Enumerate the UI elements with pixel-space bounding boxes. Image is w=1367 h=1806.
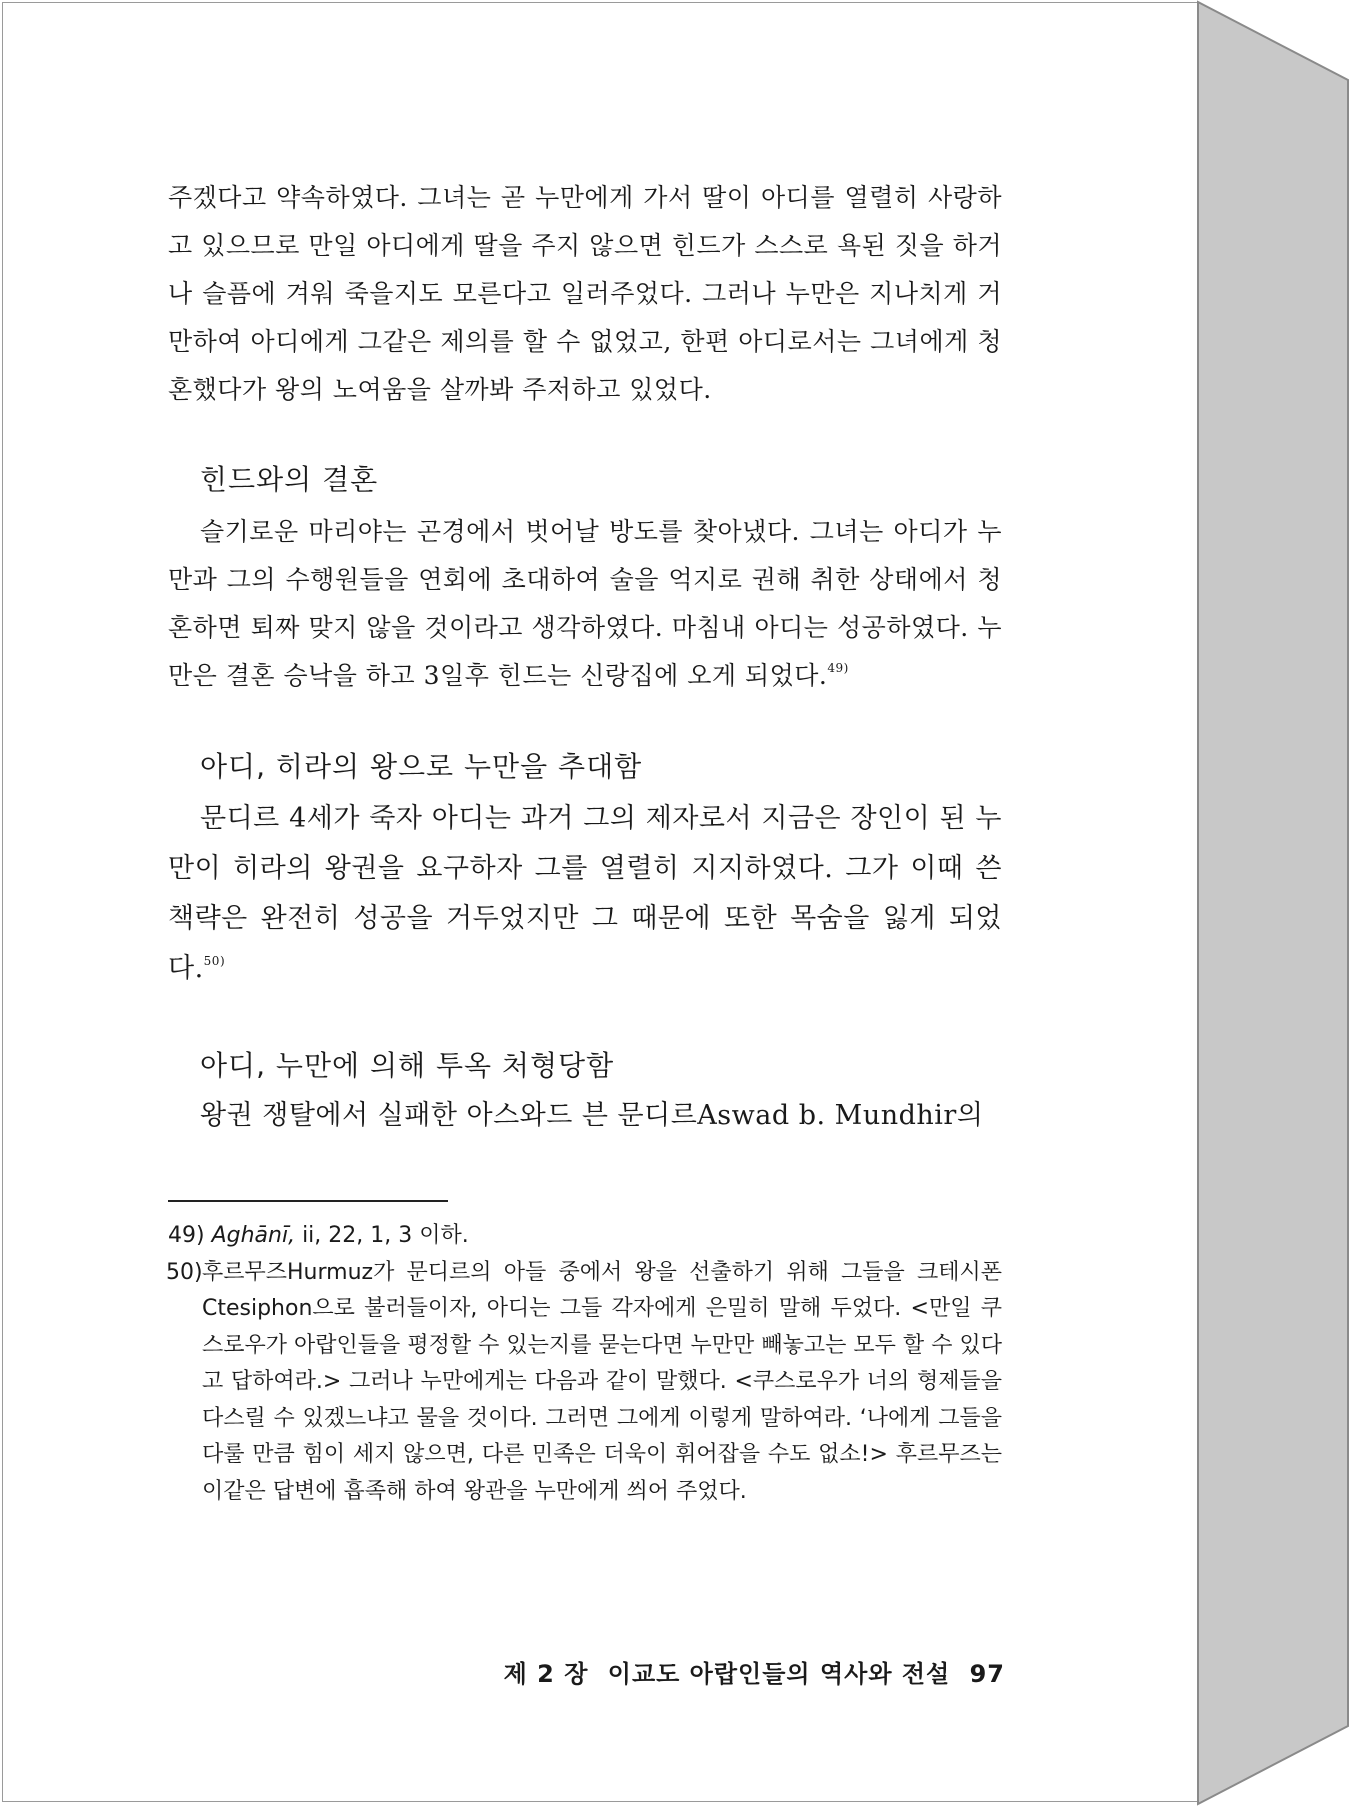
footnote-50-number: 50) bbox=[166, 1259, 203, 1285]
paragraph-4 bbox=[168, 1092, 1002, 1140]
footer-title: 이교도 아랍인들의 역사와 전설 bbox=[607, 1660, 951, 1688]
footnote-50 bbox=[168, 1255, 1002, 1511]
section-heading-marriage: 힌드와의 결혼 bbox=[200, 463, 379, 496]
footnote-ref-49[interactable]: 49) bbox=[827, 661, 849, 675]
paragraph-3-text: 문디르 4세가 죽자 아디는 과거 그의 제자로서 지금은 장인이 된 누만이 히라의 왕권을 요구하자 그를 열렬히 지지하였다. 그가 이때 쓴 책략은 완전히 성공을 거두었지만 그 때문에 또한 목숨을 잃게 되었다. bbox=[168, 803, 1002, 984]
footnotes bbox=[168, 1218, 1002, 1510]
footnote-divider bbox=[168, 1200, 448, 1202]
paragraph-4-text: 왕권 쟁탈에서 실패한 아스와드 븐 문디르Aswad b. Mundhir의 bbox=[200, 1100, 984, 1131]
paragraph-1-text: 주겠다고 약속하였다. 그녀는 곧 누만에게 가서 딸이 아디를 열렬히 사랑하고 있으므로 만일 아디에게 딸을 주지 않으면 힌드가 스스로 욕된 짓을 하거나 슬픔에 겨워 죽을지도 모른다고 일러주었다. 그러나 누만은 지나치게 거만하여 아디에게 그같은 제의를 할 수 없었고, 한편 아디로서는 그녀에게 청혼했다가 왕의 노여움을 살까봐 주저하고 있었다. bbox=[168, 183, 1002, 404]
section-heading-execution: 아디, 누만에 의해 투옥 처형당함 bbox=[200, 1049, 615, 1082]
page-footer bbox=[494, 1654, 1005, 1689]
footnote-49-title: Aghānī, bbox=[211, 1223, 296, 1248]
footnote-49 bbox=[168, 1218, 1002, 1255]
footnote-ref-50[interactable]: 50) bbox=[203, 954, 226, 968]
footnote-50-text: 후르무즈Hurmuz가 문디르의 아들 중에서 왕을 선출하기 위해 그들을 크테시폰Ctesiphon으로 불러들이자, 아디는 그들 각자에게 은밀히 말해 두었다. <만일 쿠스로우가 아랍인들을 평정할 수 있는지를 묻는다면 누만만 빼놓고는 모두 할 수 있다고 답하여라.> 그러나 누만에게는 다음과 같이 말했다. <쿠스로우가 너의 형제들을 다스릴 수 있겠느냐고 물을 것이다. 그러면 그에게 이렇게 말하여라. ‘나에게 그들을 다룰 만큼 힘이 세지 않으면, 다른 민족은 더욱이 휘어잡을 수도 없소!> 후르무즈는 이같은 답변에 흡족해 하여 왕관을 누만에게 씌어 주었다. bbox=[202, 1259, 1002, 1504]
footer-chapter: 제 2 장 bbox=[503, 1660, 589, 1688]
paragraph-2-text: 슬기로운 마리야는 곤경에서 벗어날 방도를 찾아냈다. 그녀는 아디가 누만과 그의 수행원들을 연회에 초대하여 술을 억지로 권해 취한 상태에서 청혼하면 퇴짜 맞지 않을 것이라고 생각하였다. 마침내 아디는 성공하였다. 누만은 결혼 승낙을 하고 3일후 힌드는 신랑집에 오게 되었다. bbox=[168, 517, 1002, 690]
section-heading-king: 아디, 히라의 왕으로 누만을 추대함 bbox=[200, 750, 643, 783]
footnote-49-number: 49) bbox=[168, 1223, 205, 1248]
paragraph-3 bbox=[168, 794, 1002, 994]
footnote-49-text: ii, 22, 1, 3 이하. bbox=[295, 1223, 469, 1248]
paragraph-2 bbox=[168, 508, 1002, 700]
page-number: 97 bbox=[969, 1660, 1005, 1688]
paragraph-1 bbox=[168, 174, 1002, 414]
